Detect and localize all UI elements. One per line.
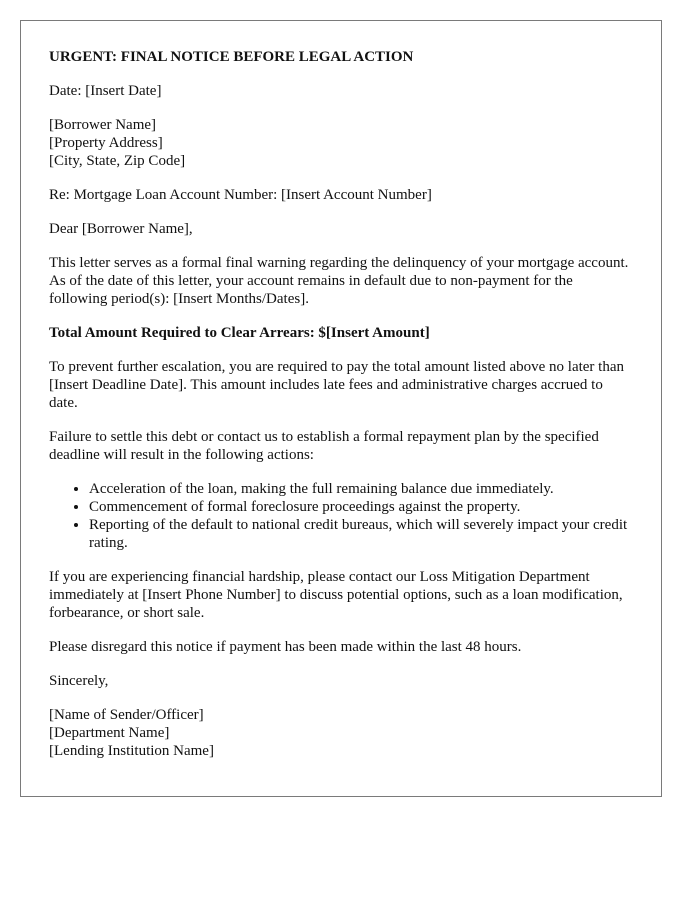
recipient-block	[49, 116, 633, 170]
letter-heading: URGENT: FINAL NOTICE BEFORE LEGAL ACTION	[49, 49, 414, 65]
disregard-paragraph: Please disregard this notice if payment has been made within the last 48 hours.	[49, 639, 522, 655]
action-item-credit-reporting: • Reporting of the default to national credit bureaus, which will severely impact your credit rating.	[89, 516, 633, 552]
signature-block	[49, 706, 633, 760]
letter-document	[20, 20, 662, 797]
date-line: Date: [Insert Date]	[49, 83, 162, 99]
payment-paragraph: To prevent further escalation, you are required to pay the total amount listed above no later than [Insert Deadline Date]. This amount includes late fees and administrative charges accrued to date.	[49, 359, 624, 411]
intro-paragraph: This letter serves as a formal final warning regarding the delinquency of your mortgage account. As of the date of this letter, your account remains in default due to non-payment for the following period(s): [Insert Months/Dates].	[49, 255, 629, 307]
re-line: Re: Mortgage Loan Account Number: [Insert Account Number]	[49, 187, 432, 203]
department-name: [Department Name]	[49, 725, 170, 741]
amount-required: Total Amount Required to Clear Arrears: $[Insert Amount]	[49, 325, 430, 341]
actions-list	[49, 480, 633, 552]
closing: Sincerely,	[49, 673, 109, 689]
action-item-acceleration: • Acceleration of the loan, making the full remaining balance due immediately.	[89, 480, 633, 498]
failure-paragraph: Failure to settle this debt or contact us to establish a formal repayment plan by the specified deadline will result in the following actions:	[49, 429, 599, 463]
recipient-name: [Borrower Name]	[49, 117, 157, 133]
salutation: Dear [Borrower Name],	[49, 221, 193, 237]
recipient-city-state-zip: [City, State, Zip Code]	[49, 153, 186, 169]
recipient-address: [Property Address]	[49, 135, 163, 151]
hardship-paragraph: If you are experiencing financial hardship, please contact our Loss Mitigation Department immediately at [Insert Phone Number] to discuss potential options, such as a loan modification, forbearance, or short sale.	[49, 569, 623, 621]
institution-name: [Lending Institution Name]	[49, 743, 214, 759]
action-item-foreclosure: • Commencement of formal foreclosure proceedings against the property.	[89, 498, 633, 516]
sender-name: [Name of Sender/Officer]	[49, 707, 204, 723]
